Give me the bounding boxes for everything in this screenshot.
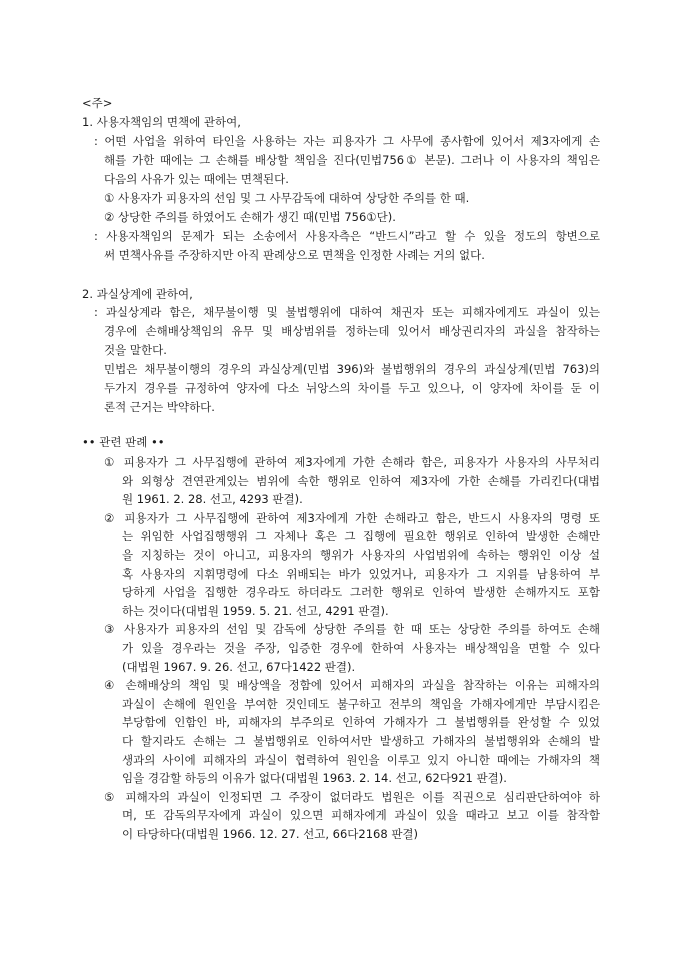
precedent-line: ⑤ 피해자의 과실이 인정되면 그 주장이 없더라도 법원은 이를 직권으로 심리판단하여야 하 (104, 790, 600, 804)
precedent-line: 하는 것이다(대법원 1959. 5. 21. 선고, 4291 판결). (122, 604, 389, 618)
section-2-line: : 과실상계라 함은, 채무불이행 및 불법행위에 대하여 채권자 또는 피해자에게도 과실이 있는 (94, 305, 600, 319)
precedent-line: 생과의 사이에 피해자의 과실이 협력하여 원인을 이루고 있지 아니한 때에는 가해자의 책 (122, 753, 600, 767)
precedent-line: 당하게 사업을 집행한 경우라도 하더라도 그러한 행위로 인하여 발생한 손해까지도 포함 (122, 585, 600, 599)
precedent-line: 가 있을 경우라는 것을 주장, 입증한 경우에 한하여 사용자는 배상책임을 면할 수 있다 (122, 641, 600, 655)
section-2-title: 2. 과실상계에 관하여, (82, 287, 193, 301)
precedent-line: 혹 사용자의 지휘명령에 다소 위배되는 바가 있었거나, 피용자가 그 지위를 남용하여 부 (122, 567, 600, 581)
precedent-line: 을 지칭하는 것이 아니고, 피용자의 행위가 사용자의 사업범위에 속하는 행위인 이상 설 (122, 548, 600, 562)
precedent-line: ② 피용자가 그 사무집행에 관하여 제3자에게 가한 손해라고 함은, 반드시 사용자의 명령 또 (104, 511, 600, 525)
note-heading: <주> (82, 96, 113, 110)
section-1-line: 해를 가한 때에는 그 손해를 배상할 책임을 진다(민법756① 본문). 그러나 이 사용자의 책임은 (104, 153, 600, 167)
section-1-line: : 사용자책임의 문제가 되는 소송에서 사용자측은 “반드시”라고 할 수 있을 정도의 항변으로 (94, 229, 600, 243)
precedent-line: ③ 사용자가 피용자의 선임 및 감독에 상당한 주의를 한 때 또는 상당한 주의를 하여도 손해 (104, 622, 600, 636)
section-1-line: 다음의 사유가 있는 때에는 면책된다. (104, 172, 289, 186)
precedent-line: 다 할지라도 손해는 그 불법행위로 인하여서만 발생하고 가해자의 불법행위와 손해의 발 (122, 734, 600, 748)
section-1-line: : 어떤 사업을 위하여 타인을 사용하는 자는 피용자가 그 사무에 종사함에 있어서 제3자에게 손 (94, 134, 600, 148)
precedent-line: 임을 경감할 하등의 이유가 없다(대법원 1963. 2. 14. 선고, 62다921 판결). (122, 771, 507, 785)
section-2-line: 론적 근거는 박약하다. (104, 400, 215, 414)
precedent-line: 와 외형상 견연관계있는 범위에 속한 행위로 인하여 제3자에 가한 손해를 가리킨다(대법 (122, 474, 600, 488)
precedent-line: 과실이 손해에 원인을 부여한 것인데도 불구하고 전부의 책임을 가해자에게만 부담시킴은 (122, 697, 600, 711)
precedent-line: (대법원 1967. 9. 26. 선고, 67다1422 판결). (122, 660, 356, 674)
section-1-line: ① 사용자가 피용자의 선임 및 그 사무감독에 대하여 상당한 주의를 한 때. (104, 191, 470, 205)
section-2-line: 것을 말한다. (104, 343, 167, 357)
section-1-title: 1. 사용자책임의 면책에 관하여, (82, 115, 241, 129)
precedent-line: 원 1961. 2. 28. 선고, 4293 판결). (122, 492, 303, 506)
precedent-line: ④ 손해배상의 책임 및 배상액을 정함에 있어서 피해자의 과실을 참작하는 이유는 피해자의 (104, 678, 600, 692)
precedent-line: 는 위임한 사업집행행위 그 자체나 혹은 그 집행에 필요한 행위로 인하여 발생한 손해만 (122, 529, 600, 543)
section-1-line: ② 상당한 주의를 하였어도 손해가 생긴 때(민법 756①단). (104, 210, 396, 224)
section-1-line: 써 면책사유를 주장하지만 아직 판례상으로 면책을 인정한 사례는 거의 없다. (104, 248, 485, 262)
precedent-line: 며, 또 감독의무자에게 과실이 있으면 피해자에게 과실이 있을 때라고 보고 이를 참작함 (122, 808, 600, 822)
precedent-line: 부당함에 인함인 바, 피해자의 부주의로 인하여 가해자가 그 불법행위를 완성할 수 있었 (122, 715, 600, 729)
section-2-line: 민법은 채무불이행의 경우의 과실상계(민법 396)와 불법행위의 경우의 과실상계(민법 763)의 (104, 362, 600, 376)
precedents-title: •• 관련 판례 •• (82, 435, 165, 449)
section-2-line: 경우에 손해배상책임의 유무 및 배상범위를 정하는데 있어서 배상권리자의 과실을 참작하는 (104, 324, 600, 338)
precedent-line: 이 타당하다(대법원 1966. 12. 27. 선고, 66다2168 판결) (122, 827, 419, 841)
precedent-line: ① 피용자가 그 사무집행에 관하여 제3자에게 가한 손해라 함은, 피용자가 사용자의 사무처리 (104, 455, 600, 469)
section-2-line: 두가지 경우를 규정하여 양자에 다소 뉘앙스의 차이를 두고 있으나, 이 양자에 차이를 둔 이 (104, 381, 600, 395)
